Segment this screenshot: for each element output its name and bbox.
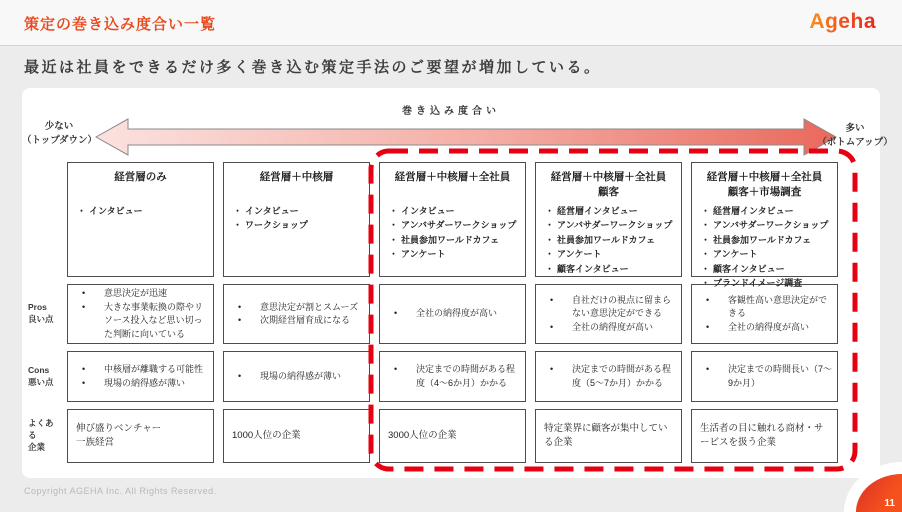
company-text (388, 429, 457, 443)
pros-item: • 全社の納得度が高い (384, 307, 521, 321)
cons-item: • 決定までの時間がある程度（5～7か月）かかる (540, 363, 677, 390)
column-title-3 (385, 170, 520, 202)
method-item: ・ アンバサダーワークショップ (703, 218, 832, 232)
company-cell-4 (535, 409, 682, 463)
method-item: ・ アンケート (703, 247, 832, 261)
pros-cell-1 (67, 284, 214, 344)
axis-right-label-bottom: （ボトムアップ） (817, 137, 893, 149)
pros-item: • 客観性高い意思決定ができる (696, 294, 833, 321)
company-cell-2 (223, 409, 370, 463)
company-text (232, 429, 301, 443)
column-title-line: 経営層のみ (114, 171, 167, 183)
method-item: ・ 顧客インタビュー (547, 262, 676, 276)
cons-cell-1 (67, 351, 214, 402)
row-label-pros-en: Pros (28, 302, 47, 313)
method-item: ・ アンバサダーワークショップ (547, 218, 676, 232)
method-item: ・ アンバサダーワークショップ (391, 218, 520, 232)
page-number: 11 (884, 498, 895, 509)
company-cell-5 (691, 409, 838, 463)
cons-item: • 決定までの時間がある程度（4～6か月）かかる (384, 363, 521, 390)
row-label-common-1: よくある (28, 418, 54, 441)
pros-item: • 自社だけの視点に留まらない意思決定ができる (540, 294, 677, 321)
row-label-cons-en: Cons (28, 364, 50, 375)
method-item: ・ 経営層インタビュー (547, 204, 676, 218)
row-label-pros-ja: 良い点 (28, 314, 54, 324)
cons-list (696, 363, 833, 390)
method-item: ・ アンケート (547, 247, 676, 261)
axis-right-label (816, 122, 894, 151)
column-header-3 (379, 162, 526, 277)
row-label-cons-ja: 悪い点 (28, 376, 54, 387)
pros-cell-2 (223, 284, 370, 344)
pros-item: • 大きな事業転換の際やリソース投入など思い切った判断に向いている (72, 301, 209, 342)
pros-item: • 全社の納得度が高い (696, 321, 833, 335)
column-header-2 (223, 162, 370, 277)
column-header-4 (535, 162, 682, 277)
method-item: ・ インタビュー (235, 204, 364, 218)
pros-list (228, 301, 365, 328)
cons-cell-2 (223, 351, 370, 402)
method-item: ・ 社員参加ワールドカフェ (547, 233, 676, 247)
row-label-empty (26, 162, 58, 277)
cons-cell-3 (379, 351, 526, 402)
method-list-4 (541, 204, 676, 276)
pros-list (384, 307, 521, 321)
pros-item: • 次期経営層育成になる (228, 314, 365, 328)
axis-left-label (22, 120, 96, 149)
pros-list (696, 294, 833, 335)
pros-item: • 全社の納得度が高い (540, 321, 677, 335)
method-item: ・ ブランドイメージ調査 (703, 276, 832, 290)
method-item: ・ 社員参加ワールドカフェ (703, 233, 832, 247)
method-item: ・ ワークショップ (235, 218, 364, 232)
column-title-5 (697, 170, 832, 202)
pros-cell-5 (691, 284, 838, 344)
cons-item: • 中核層が離職する可能性 (72, 363, 209, 377)
pros-item: • 意思決定が迅速 (72, 287, 209, 301)
cons-list (228, 370, 365, 384)
company-text (544, 422, 673, 451)
slide-title: 策定の巻き込み度合い一覧 (24, 16, 217, 33)
slide-header-bar (0, 0, 902, 46)
company-cell-3 (379, 409, 526, 463)
method-list-5 (697, 204, 832, 290)
column-title-line: 経営層＋中核層＋全社員 (394, 171, 511, 183)
copyright-text: Copyright AGEHA Inc. All Rights Reserved. (24, 486, 217, 496)
column-title-line: 経営層＋中核層＋全社員 (706, 171, 823, 183)
company-cell-1 (67, 409, 214, 463)
cons-list (540, 363, 677, 390)
company-text (700, 422, 829, 451)
method-item: ・ 社員参加ワールドカフェ (391, 233, 520, 247)
pros-item: • 意思決定が割とスムーズ (228, 301, 365, 315)
content-card (22, 88, 893, 478)
company-line: 伸び盛りベンチャー (76, 422, 162, 434)
company-line: 3000人位の企業 (388, 429, 457, 441)
method-item: ・ アンケート (391, 247, 520, 261)
method-item: ・ 顧客インタビュー (703, 262, 832, 276)
row-label-cons (26, 351, 58, 402)
column-title-line: 経営層＋中核層＋全社員 (550, 171, 667, 183)
axis-right-label-top: 多い (845, 123, 865, 134)
method-list-1 (73, 204, 208, 218)
row-label-common-2: 企業 (28, 441, 46, 452)
cons-list (72, 363, 209, 390)
involvement-table (26, 162, 838, 463)
pros-cell-4 (535, 284, 682, 344)
pros-list (72, 287, 209, 341)
column-header-5 (691, 162, 838, 288)
company-line: 生活者の目に触れる商材・サービスを扱う企業 (700, 422, 824, 448)
column-title-2 (229, 170, 364, 202)
pros-cell-3 (379, 284, 526, 344)
slide-subtitle: 最近は社員をできるだけ多く巻き込む策定手法のご要望が増加している。 (24, 59, 602, 76)
method-list-3 (385, 204, 520, 262)
axis-left-label-top: 少ない (44, 121, 74, 132)
method-item: ・ インタビュー (79, 204, 208, 218)
row-label-common-company (26, 409, 58, 463)
column-title-line: 経営層＋中核層 (259, 171, 334, 183)
company-line: 特定業界に顧客が集中している企業 (544, 422, 668, 448)
method-item: ・ 経営層インタビュー (703, 204, 832, 218)
method-list-2 (229, 204, 364, 233)
company-line: 1000人位の企業 (232, 429, 301, 441)
method-item: ・ インタビュー (391, 204, 520, 218)
column-title-line: 顧客＋市場調査 (727, 186, 802, 199)
company-text (76, 422, 161, 451)
cons-item: • 決定までの時間長い（7～9か月） (696, 363, 833, 390)
cons-cell-4 (535, 351, 682, 402)
involvement-axis-arrow-icon (94, 117, 838, 157)
column-title-line: 顧客 (598, 186, 619, 199)
cons-list (384, 363, 521, 390)
cons-cell-5 (691, 351, 838, 402)
page-corner-decoration (840, 458, 902, 512)
column-header-1 (67, 162, 214, 277)
row-label-pros (26, 284, 58, 344)
axis-left-label-bottom: （トップダウン） (22, 135, 98, 147)
company-line: 一族経営 (76, 437, 115, 448)
axis-title: 巻き込み度合い (402, 106, 500, 117)
column-title-4 (541, 170, 676, 202)
cons-item: • 現場の納得感が薄い (228, 370, 365, 384)
cons-item: • 現場の納得感が薄い (72, 377, 209, 391)
ageha-logo: Ageha (809, 10, 876, 33)
pros-list (540, 294, 677, 335)
column-title-1 (73, 170, 208, 202)
